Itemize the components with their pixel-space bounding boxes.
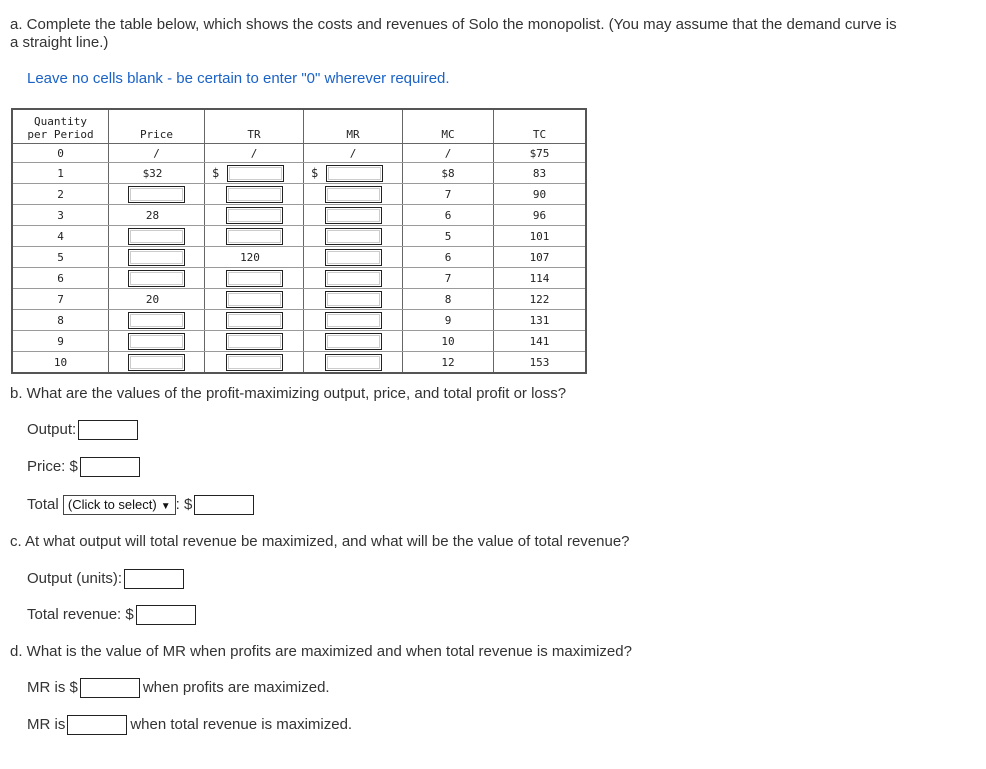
cell-quantity: 8 <box>12 310 109 331</box>
dollar-sign: $ <box>311 166 319 180</box>
cell-tr <box>205 184 304 205</box>
cell-tr <box>205 205 304 226</box>
output-units-row <box>27 569 184 589</box>
table-row <box>12 163 586 184</box>
price-field-row <box>27 457 140 477</box>
tr-input[interactable] <box>226 228 283 245</box>
mr1-label: MR is $ <box>27 679 78 696</box>
mr-input[interactable] <box>325 333 382 350</box>
part-a-line2: a straight line.) <box>10 34 109 51</box>
part-a-question <box>10 16 897 52</box>
output-units-label: Output (units): <box>27 570 123 587</box>
tr-input[interactable] <box>227 165 284 182</box>
output-label: Output: <box>27 421 77 438</box>
table-row <box>12 289 586 310</box>
cell-mc: 9 <box>403 310 494 331</box>
cell-quantity: 9 <box>12 331 109 352</box>
header-quantity-line1: Quantity <box>34 115 87 128</box>
cell-tr <box>205 331 304 352</box>
table-row-0 <box>12 144 586 163</box>
cell-quantity: 0 <box>12 144 109 163</box>
mr-input[interactable] <box>325 207 382 224</box>
cell-tr <box>205 163 304 184</box>
mr-revenue-input[interactable] <box>67 715 127 735</box>
cell-price <box>109 352 205 374</box>
tr-input[interactable] <box>226 354 283 371</box>
cell-mr <box>304 310 403 331</box>
mr-input[interactable] <box>325 249 382 266</box>
cell-mr <box>304 184 403 205</box>
tr-input[interactable] <box>226 312 283 329</box>
cell-quantity: 2 <box>12 184 109 205</box>
header-price: Price <box>109 109 205 144</box>
mr-input[interactable] <box>325 291 382 308</box>
total-label: Total <box>27 496 59 513</box>
price-input[interactable] <box>128 228 185 245</box>
cell-mc: / <box>403 144 494 163</box>
cost-revenue-table <box>11 108 587 374</box>
table-header-row <box>12 109 586 144</box>
mr2-suffix: when total revenue is maximized. <box>130 716 353 733</box>
price-input[interactable] <box>80 457 140 477</box>
select-value: (Click to select) <box>67 497 157 513</box>
table-row <box>12 310 586 331</box>
tr-input[interactable] <box>226 333 283 350</box>
mr-profit-row <box>27 678 330 698</box>
part-d-question: d. What is the value of MR when profits are maximized and when total revenue is maximized? <box>10 643 632 660</box>
total-suffix: : $ <box>175 496 193 513</box>
part-b-question: b. What are the values of the profit-maximizing output, price, and total profit or loss? <box>10 385 567 402</box>
cell-mc: 6 <box>403 205 494 226</box>
header-quantity <box>12 109 109 144</box>
price-input[interactable] <box>128 186 185 203</box>
mr-input[interactable] <box>325 186 382 203</box>
cell-tc: 141 <box>494 331 587 352</box>
header-mc: MC <box>403 109 494 144</box>
mr-input[interactable] <box>325 270 382 287</box>
price-label: Price: $ <box>27 458 78 475</box>
table-row <box>12 226 586 247</box>
dollar-sign: $ <box>212 166 220 180</box>
price-input[interactable] <box>128 333 185 350</box>
table-row <box>12 184 586 205</box>
cell-tr <box>205 226 304 247</box>
table-row <box>12 268 586 289</box>
cell-tc: 83 <box>494 163 587 184</box>
cell-tr: / <box>205 144 304 163</box>
cell-quantity: 6 <box>12 268 109 289</box>
instruction-note: Leave no cells blank - be certain to enter "0" wherever required. <box>27 70 450 87</box>
cell-tc: 101 <box>494 226 587 247</box>
cell-mr <box>304 247 403 268</box>
price-input[interactable] <box>128 354 185 371</box>
cell-mr <box>304 331 403 352</box>
header-tr: TR <box>205 109 304 144</box>
cell-tr <box>205 352 304 374</box>
mr-input[interactable] <box>326 165 383 182</box>
cell-price: 20 <box>109 289 205 310</box>
cell-mr <box>304 352 403 374</box>
mr2-label: MR is <box>27 716 66 733</box>
cell-quantity: 5 <box>12 247 109 268</box>
cell-mr <box>304 226 403 247</box>
table-row <box>12 352 586 374</box>
table-body <box>12 163 586 374</box>
mr-profit-input[interactable] <box>80 678 140 698</box>
mr-input[interactable] <box>325 354 382 371</box>
cell-tc: $75 <box>494 144 587 163</box>
mr-input[interactable] <box>325 312 382 329</box>
cell-tr <box>205 268 304 289</box>
cell-mr <box>304 268 403 289</box>
output-input[interactable] <box>78 420 138 440</box>
cell-quantity: 10 <box>12 352 109 374</box>
mr-revenue-row <box>27 715 352 735</box>
tr-input[interactable] <box>226 270 283 287</box>
tr-input[interactable] <box>226 291 283 308</box>
cell-price: $32 <box>109 163 205 184</box>
price-input[interactable] <box>128 270 185 287</box>
cell-price <box>109 226 205 247</box>
cell-tc: 122 <box>494 289 587 310</box>
cell-tr <box>205 289 304 310</box>
cell-mc: 7 <box>403 268 494 289</box>
cell-mr <box>304 205 403 226</box>
cell-price <box>109 184 205 205</box>
profit-loss-select[interactable] <box>63 495 176 515</box>
cell-mc: $8 <box>403 163 494 184</box>
cell-mc: 5 <box>403 226 494 247</box>
part-a-line1: a. Complete the table below, which shows the costs and revenues of Solo the monopolist. (You may assume that the demand curve is <box>10 16 897 33</box>
cell-tr: 120 <box>205 247 304 268</box>
cell-quantity: 4 <box>12 226 109 247</box>
cell-mc: 6 <box>403 247 494 268</box>
table-row <box>12 331 586 352</box>
cell-quantity: 7 <box>12 289 109 310</box>
cell-mc: 12 <box>403 352 494 374</box>
table-row <box>12 205 586 226</box>
total-revenue-input[interactable] <box>136 605 196 625</box>
cell-tc: 131 <box>494 310 587 331</box>
output-units-input[interactable] <box>124 569 184 589</box>
cell-mc: 10 <box>403 331 494 352</box>
total-input[interactable] <box>194 495 254 515</box>
cell-tc: 107 <box>494 247 587 268</box>
cell-mr <box>304 163 403 184</box>
cell-mc: 8 <box>403 289 494 310</box>
header-tc: TC <box>494 109 587 144</box>
header-mr: MR <box>304 109 403 144</box>
cell-price <box>109 247 205 268</box>
cell-mr: / <box>304 144 403 163</box>
cell-mc: 7 <box>403 184 494 205</box>
total-revenue-row <box>27 605 196 625</box>
chevron-down-icon: ▼ <box>160 501 171 513</box>
cell-price <box>109 331 205 352</box>
cell-tc: 153 <box>494 352 587 374</box>
cell-tc: 90 <box>494 184 587 205</box>
cell-price: 28 <box>109 205 205 226</box>
cell-quantity: 1 <box>12 163 109 184</box>
mr-input[interactable] <box>325 228 382 245</box>
cell-price <box>109 310 205 331</box>
part-c-question: c. At what output will total revenue be maximized, and what will be the value of total revenue? <box>10 533 630 550</box>
cell-tc: 114 <box>494 268 587 289</box>
tr-input[interactable] <box>226 186 283 203</box>
tr-input[interactable] <box>226 207 283 224</box>
mr1-suffix: when profits are maximized. <box>142 679 330 696</box>
header-quantity-line2: per Period <box>27 128 94 141</box>
cell-price <box>109 268 205 289</box>
output-field-row <box>27 420 138 440</box>
cell-tr <box>205 310 304 331</box>
cell-mr <box>304 289 403 310</box>
cell-quantity: 3 <box>12 205 109 226</box>
total-field-row <box>27 495 254 515</box>
cell-price: / <box>109 144 205 163</box>
price-input[interactable] <box>128 312 185 329</box>
price-input[interactable] <box>128 249 185 266</box>
cell-tc: 96 <box>494 205 587 226</box>
total-revenue-label: Total revenue: $ <box>27 606 134 623</box>
table-row <box>12 247 586 268</box>
